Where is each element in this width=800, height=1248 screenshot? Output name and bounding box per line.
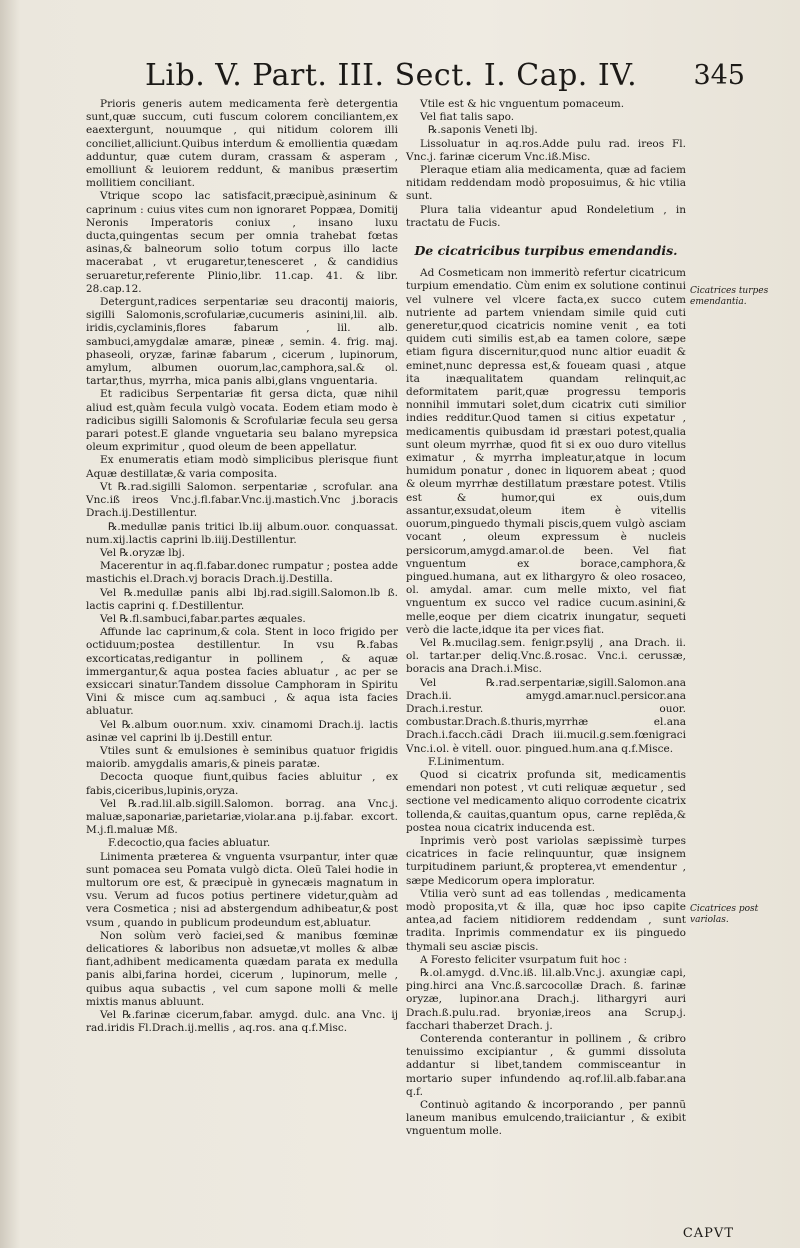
paragraph: Plura talia videantur apud Rondeletium , in tractatu de Fucis. bbox=[406, 203, 686, 229]
paragraph: Ex enumeratis etiam modò simplicibus plerisque fiunt Aquæ destillatæ,& varia composita. bbox=[86, 454, 398, 480]
paragraph: Quod si cicatrix profunda sit, medicamentis emendari non potest , vt cuti reliquæ æquetur , sed sectione vel medicamento aliquo corrodente cicatrix tollenda,& cauitas,quantum opus, carne replẽda,& postea noua cicatrix inducenda est. bbox=[406, 768, 686, 834]
recipe-paragraph: Vel ℞.rad.lil.alb.sigill.Salomon. borrag. ana Vnc.j. maluæ,saponariæ,parietariæ,violar.ana p.ij.fabar. excort. M.j.fl.maluæ Mß. bbox=[86, 797, 398, 837]
paragraph: Affunde lac caprinum,& cola. Stent in loco frigido per octiduum;postea destillentur. In vsu ℞.fabas excorticatas,redigantur in pollinem , & aquæ immergantur,& aqua postea facies abluatur , ac per se exsiccari sinatur.Tandem dissolue Camphoram in Spiritu Vini & misce cum aq.sambuci , & aqua ista facies abluatur. bbox=[86, 626, 398, 718]
section-heading: De cicatricibus turpibus emendandis. bbox=[414, 243, 678, 259]
paragraph: Lissoluatur in aq.ros.Adde pulu rad. ireos Fl. Vnc.j. farinæ cicerum Vnc.iß.Misc. bbox=[406, 137, 686, 163]
recipe-paragraph: Vel ℞.farinæ cicerum,fabar. amygd. dulc. ana Vnc. ij rad.iridis Fl.Drach.ij.mellis , aq.ros. ana q.f.Misc. bbox=[86, 1009, 398, 1035]
paragraph: Continuò agitando & incorporando , per pannũ laneum manibus emulcendo,traiiciantur , & exibit vnguentum molle. bbox=[406, 1099, 686, 1138]
paragraph: Macerentur in aq.fl.fabar.donec rumpatur ; postea adde mastichis el.Drach.vj boracis Drach.ij.Destilla. bbox=[86, 560, 398, 586]
page-number: 345 bbox=[693, 60, 745, 91]
running-title: Lib. V. Part. III. Sect. I. Cap. IV. bbox=[145, 58, 638, 93]
recipe-paragraph: ℞.ol.amygd. d.Vnc.iß. lil.alb.Vnc.j. axungiæ capi, ping.hirci ana Vnc.ß.sarcocollæ Drach. ß. farinæ oryzæ, lupinor.ana Drach.j. lithargyri auri Drach.ß.pulu.rad. bryoniæ,ireos ana Scrup.j. facchari thaberzet Drach. j. bbox=[406, 967, 686, 1032]
paragraph: Vtrique scopo lac satisfacit,præcipuè,asininum & caprinum : cuius vites cum non ignoraret Poppæa, Domitij Neronis Imperatoris coniux , insano luxu ducta,quingentas secum per omnia trahebat fœtas asinas,& balneorum solio totum corpus illo lacte macerabat , vt erugaretur,tenesceret , & candidius seruaretur,referente Plinio,libr. 11.cap. 41. & libr. 28.cap.12. bbox=[86, 190, 398, 295]
paragraph: Et radicibus Serpentariæ fit gersa dicta, quæ nihil aliud est,quàm fecula vulgò vocata. Eodem etiam modo è radicibus sigilli Salomonis & Scrofulariæ fecula seu gersa parari potest.E glande vnguetaria seu balano myrepsica oleum exprimitur , quod oleum de been appellatur. bbox=[86, 388, 398, 454]
recipe-paragraph: Vel ℞.mucilag.sem. fenigr.psylij , ana Drach. ii. ol. tartar.per deliq.Vnc.ß.rosac. Vnc.i. cerussæ, boracis ana Drach.i.Misc. bbox=[406, 636, 686, 676]
paragraph: Linimenta præterea & vnguenta vsurpantur, inter quæ sunt pomacea seu Pomata vulgò dicta. Oleũ Talei hodie in multorum ore est, & præcipuè in gynecæis magnatum in vsu. Verum ad fucos potius pertinere videtur,quàm ad vera Cosmetica ; nisi ad abstergendum adhibeatur,& post vsum , quando in publicum prodeundum est,abluatur. bbox=[86, 850, 398, 929]
recipe-paragraph: Vel ℞.oryzæ lbj. bbox=[100, 546, 185, 559]
recipe-paragraph: Vt ℞.rad.sigilli Salomon. serpentariæ , scrofular. ana Vnc.iß ireos Vnc.j.fl.fabar.Vnc.ij.mastich.Vnc j.boracis Drach.ij.Destillentur. bbox=[86, 480, 398, 520]
paragraph: Vtilia verò sunt ad eas tollendas , medicamenta modò proposita,vt & illa, quæ hoc ipso capite antea,ad faciem nitidiorem reddendam , sunt tradita. Inprimis commendatur ex iis pinguedo thymali seu asciæ piscis. bbox=[406, 887, 686, 953]
paragraph: F.decoctio,qua facies abluatur. bbox=[108, 837, 271, 850]
paragraph: Detergunt,radices serpentariæ seu dracontij maioris, sigilli Salomonis,scrofulariæ,cucumeris asinini,lil. alb. iridis,cyclaminis,flores fabarum , lil. alb. sambuci,amygdalæ amaræ, pineæ , semin. 4. frig. maj. phaseoli, oryzæ, farinæ fabarum , cicerum , lupinorum, amylum, albumen ouorum,lac,camphora,sal.& ol. tartar,thus, myrrha, mica panis albi,glans vnguentaria. bbox=[86, 296, 398, 388]
paragraph: Vtiles sunt & emulsiones è seminibus quatuor frigidis maiorib. amygdalis amaris,& pineis paratæ. bbox=[86, 744, 398, 771]
right-column bbox=[406, 98, 686, 1139]
paragraph: Ad Cosmeticam non immeritò refertur cicatricum turpium emendatio. Cùm enim ex solutione continui vel vulnere vel vlcere facta,ex succo cutem nutriente ad partem vniendam simile quid cuti generetur,quod cicatricis nomine venit , ea toti quidem cuti similis est,ab ea tamen colore, sæpe etiam figura discernitur,quod nunc altior euadit & eminet,nunc depressa est,& foueam quasi , atque ita inæqualitatem quandam relinquit,ac deformitatem parit,quæ progressu temporis nonnihil immutari solet,dum cicatrix cuti similior indies redditur.Quod tamen si citius expetatur , medicamentis quibusdam id præstari potest,qualia sunt oleum myrrhæ, quod fit si ex ouo duro vitellus eximatur , & myrrha impleatur,atque in locum humidum ponatur , donec in liquorem abeat ; quod & oleum myrrhæ destillatum præstare potest. Vtilis est & humor,qui ex ouis,dum assantur,exsudat,oleum item è vitellis ouorum,pinguedo thymali piscis,quem vulgò asciam vocant , oleum expressum è nucleis persicorum,amygd.amar.ol.de been. Vel fiat vnguentum ex borace,camphora,& pingued.humana, aut ex lithargyro & oleo rosaceo, ol. amydal. amar. cum melle mixto, vel fiat vnguentum ex succo vel radice cucum.asinini,& melle,eoque per diem cicatrix inungatur, sequeti verò die lacte,idque ita per vices fiat. bbox=[406, 267, 686, 636]
catchword: CAPVT bbox=[682, 1226, 734, 1241]
recipe-paragraph: Vel ℞.fl.sambuci,fabar.partes æquales. bbox=[100, 612, 306, 625]
recipe-paragraph: ℞.saponis Veneti lbj. bbox=[428, 124, 538, 137]
margin-note: Cicatrices post variolas. bbox=[690, 904, 759, 925]
paragraph: Non solùm verò faciei,sed & manibus fœminæ delicatiores & laboribus non adsuetæ,vt molles & albæ fiant,adhibent medicamenta quædam parata ex medulla panis albi,farina hordei, cicerum , lupinorum, melle , quibus aqua subactis , vel cum sapone molli & melle mixtis manus abluunt. bbox=[86, 929, 398, 1008]
paragraph: A Foresto feliciter vsurpatum fuit hoc : bbox=[420, 953, 628, 966]
recipe-paragraph: Vel ℞.medullæ panis albi lbj.rad.sigill.Salomon.lb ß. lactis caprini q. f.Destillentur. bbox=[86, 586, 398, 612]
paragraph: Conterenda conterantur in pollinem , & cribro tenuissimo excipiantur , & gummi dissoluta addantur si libet,tandem commisceantur in mortario super infundendo aq.rof.lil.alb.fabar.ana q.f. bbox=[406, 1033, 686, 1098]
paragraph: Vtile est & hic vnguentum pomaceum. bbox=[420, 98, 625, 110]
paragraph: Vel fiat talis sapo. bbox=[420, 111, 515, 124]
paragraph: Pleraque etiam alia medicamenta, quæ ad faciem nitidam reddendam modò proposuimus, & hic vtilia sunt. bbox=[406, 164, 686, 203]
page-header bbox=[145, 58, 745, 100]
recipe-paragraph: ℞.medullæ panis tritici lb.iij album.ouor. conquassat. num.xij.lactis caprini lb.iiij.Destillentur. bbox=[86, 520, 398, 546]
paragraph: Prioris generis autem medicamenta ferè detergentia sunt,quæ succum, cuti fuscum colorem conciliantem,ex eaextergunt, nouumque , qui nitidum colorem illi conciliet,alliciunt.Quibus interdum & emollientia quædam adduntur, quæ cutem duram, crassam & asperam , emolliunt & leuiorem reddunt, & manibus præsertim mollitiem conciliant. bbox=[86, 98, 398, 190]
margin-note: Cicatrices turpes emendantia. bbox=[690, 286, 769, 307]
recipe-paragraph: Vel ℞.rad.serpentariæ,sigill.Salomon.ana Drach.ii. amygd.amar.nucl.persicor.ana Drach.i.restur. ouor. combustar.Drach.ß.thuris,myrrhæ el.ana Drach.i.facch.cãdi Drach iii.mucil.g.sem.fœnigraci Vnc.i.ol. è vitell. ouor. pingued.hum.ana q.f.Misce. bbox=[406, 676, 686, 755]
paragraph: Inprimis verò post variolas sæpissimè turpes cicatrices in facie relinquuntur, quæ insignem turpitudinem pariunt,& propterea,vt emendentur , sæpe Medicorum opera imploratur. bbox=[406, 834, 686, 887]
paragraph: Decocta quoque fiunt,quibus facies abluitur , ex fabis,ciceribus,lupinis,oryza. bbox=[86, 771, 398, 797]
left-column bbox=[86, 98, 398, 1035]
recipe-paragraph: Vel ℞.album ouor.num. xxiv. cinamomi Drach.ij. lactis asinæ vel caprini lb ij.Destill entur. bbox=[86, 718, 398, 744]
paragraph: F.Linimentum. bbox=[428, 755, 505, 768]
